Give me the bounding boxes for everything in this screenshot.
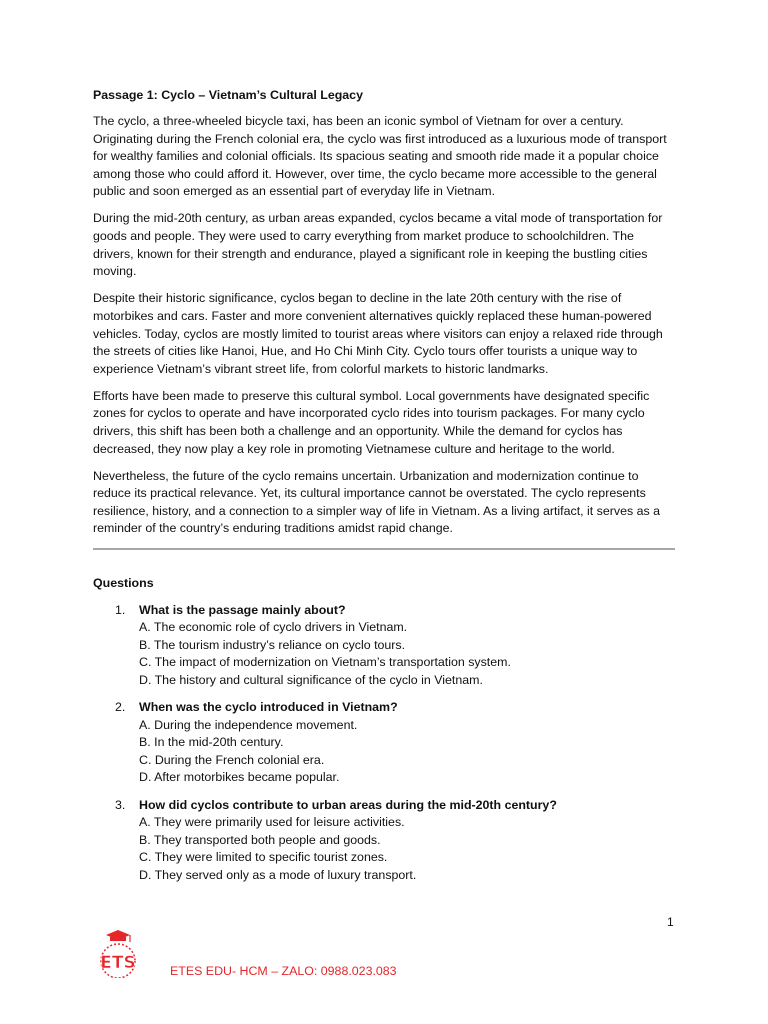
- answer-option: D. After motorbikes became popular.: [139, 770, 340, 785]
- question-item: [93, 602, 675, 690]
- passage-paragraph: Despite their historic significance, cyclos began to decline in the late 20th century with the rise of motorbikes and cars. Faster and more convenient alternatives quickly replaced these human-powered vehicles. Today, cyclos are mostly limited to tourist areas where visitors can enjoy a relaxed ride through the streets of cities like Hanoi, Hue, and Ho Chi Minh City. Cyclo tours offer tourists a unique way to experience Vietnam’s vibrant street life, from colorful markets to historic landmarks.: [93, 291, 663, 376]
- answer-option: B. The tourism industry’s reliance on cyclo tours.: [139, 637, 406, 652]
- page-number: 1: [667, 915, 674, 929]
- answer-option: C. They were limited to specific tourist zones.: [139, 850, 388, 865]
- answer-option: A. During the independence movement.: [139, 717, 358, 732]
- section-divider: [93, 548, 675, 550]
- question-text: What is the passage mainly about?: [139, 602, 346, 617]
- passage-title: Passage 1: Cyclo – Vietnam’s Cultural Legacy: [93, 88, 363, 102]
- question-number: 1.: [115, 602, 126, 617]
- answer-option: B. They transported both people and goods.: [139, 832, 381, 847]
- answer-option: A. The economic role of cyclo drivers in Vietnam.: [139, 620, 408, 635]
- questions-heading: Questions: [93, 575, 154, 590]
- answer-option: C. The impact of modernization on Vietnam’s transportation system.: [139, 655, 511, 670]
- question-list: [93, 602, 675, 885]
- passage-paragraph: Nevertheless, the future of the cyclo remains uncertain. Urbanization and modernization continue to reduce its practical relevance. Yet, its cultural importance cannot be overstated. The cyclo represents resilience, history, and a connection to a simpler way of life in Vietnam. As a living artifact, it serves as a reminder of the country’s enduring traditions amidst rapid change.: [93, 468, 661, 536]
- passage-paragraph: Efforts have been made to preserve this cultural symbol. Local governments have designated specific zones for cyclos to operate and have incorporated cyclo rides into tourism packages. For many cyclo drivers, this shift has been both a challenge and an opportunity. While the demand for cyclos has decreased, they now play a key role in promoting Vietnamese culture and heritage to the world.: [93, 388, 650, 456]
- question-number: 3.: [115, 797, 126, 812]
- passage-paragraph: During the mid-20th century, as urban areas expanded, cyclos became a vital mode of transportation for goods and people. They were used to carry everything from market produce to schoolchildren. The drivers, known for their strength and endurance, played a significant role in keeping the bustling cities moving.: [93, 211, 663, 279]
- answer-option: D. The history and cultural significance of the cyclo in Vietnam.: [139, 672, 483, 687]
- question-text: How did cyclos contribute to urban areas during the mid-20th century?: [139, 797, 557, 812]
- passage-paragraph: The cyclo, a three-wheeled bicycle taxi, has been an iconic symbol of Vietnam for over a century. Originating during the French colonial era, the cyclo was first introduced as a luxurious mode of transport for wealthy families and colonial officials. Its spacious seating and smooth ride made it a popular choice among those who could afford it. However, over time, the cyclo became more accessible to the general public and soon emerged as an essential part of everyday life in Vietnam.: [93, 114, 667, 199]
- answer-option: B. In the mid-20th century.: [139, 735, 284, 750]
- footer-contact: ETES EDU- HCM – ZALO: 0988.023.083: [170, 964, 397, 978]
- answer-option: C. During the French colonial era.: [139, 752, 325, 767]
- svg-text:ETS: ETS: [100, 953, 136, 973]
- question-item: [93, 797, 675, 885]
- question-number: 2.: [115, 700, 126, 715]
- document-page: [93, 87, 675, 894]
- ets-logo-icon: [96, 928, 140, 978]
- answer-option: A. They were primarily used for leisure activities.: [139, 815, 405, 830]
- question-text: When was the cyclo introduced in Vietnam?: [139, 700, 398, 715]
- answer-option: D. They served only as a mode of luxury transport.: [139, 867, 417, 882]
- question-item: [93, 699, 675, 787]
